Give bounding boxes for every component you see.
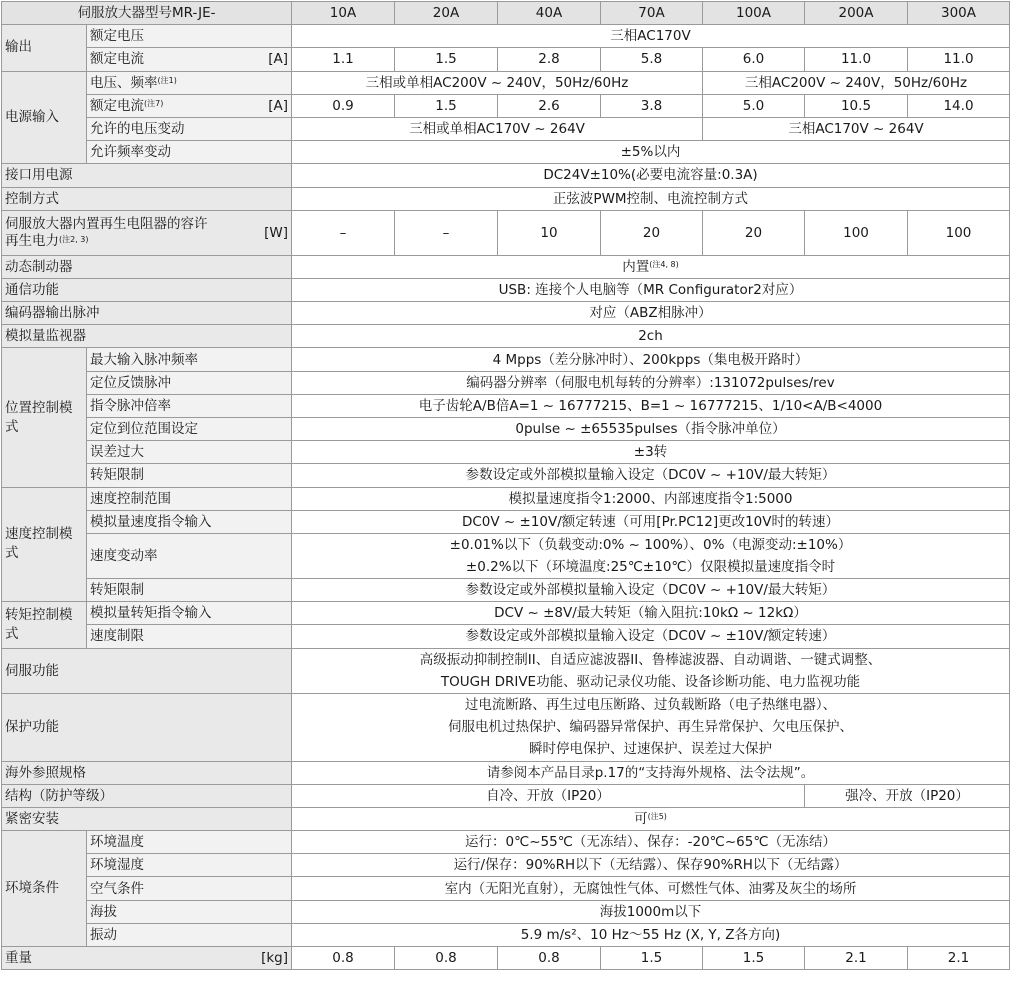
table-row <box>2 187 1010 210</box>
row-label: 速度变动率 <box>87 533 292 578</box>
row-label: 通信功能 <box>2 278 292 301</box>
cell-value-line: TOUGH DRIVE功能、驱动记录仪功能、设备诊断功能、电力监视功能 <box>440 673 861 690</box>
table-row <box>2 441 1010 464</box>
cell-value: 20 <box>601 210 703 255</box>
cell-value: 1.5 <box>395 94 498 117</box>
table-row <box>2 255 1010 278</box>
cell-value <box>292 693 1010 761</box>
cell-value: 2.8 <box>498 48 601 71</box>
row-label-line: 再生电力 <box>5 232 59 249</box>
row-label: 模拟量监视器 <box>2 325 292 348</box>
footnote-marker: (注1) <box>157 75 177 85</box>
cell-value: 对应（ABZ相脉冲） <box>292 302 1010 325</box>
row-label: 定位反馈脉冲 <box>87 371 292 394</box>
row-label <box>87 94 292 117</box>
cell-value: 参数设定或外部模拟量输入设定（DC0V ~ ±10V/额定转速） <box>292 625 1010 648</box>
cell-value-text: 可 <box>634 810 648 827</box>
row-label: 环境温度 <box>87 831 292 854</box>
cell-value: 2.6 <box>498 94 601 117</box>
spec-table <box>1 1 1010 970</box>
cell-value: 参数设定或外部模拟量输入设定（DC0V ~ +10V/最大转矩） <box>292 578 1010 601</box>
table-row <box>2 923 1010 946</box>
cell-value: 0.9 <box>292 94 395 117</box>
table-row <box>2 693 1010 761</box>
footnote-marker: (注2, 3) <box>59 234 89 244</box>
unit-label: [A] <box>268 51 288 68</box>
table-row <box>2 877 1010 900</box>
row-label-line: 伺服放大器内置再生电阻器的容许 <box>5 215 208 232</box>
cell-value <box>292 807 1010 830</box>
cell-value: 5.9 m/s²、10 Hz～55 Hz (X, Y, Z各方向) <box>292 923 1010 946</box>
table-row <box>2 510 1010 533</box>
unit-label: [W] <box>264 224 288 241</box>
cell-value: 运行/保存：90%RH以下（无结露）、保存90%RH以下（无结露） <box>292 854 1010 877</box>
row-label: 速度控制范围 <box>87 487 292 510</box>
unit-label: [kg] <box>261 950 288 967</box>
table-row <box>2 371 1010 394</box>
row-label-text: 额定电流 <box>90 51 144 68</box>
row-label: 额定电压 <box>87 25 292 48</box>
cell-value: 电子齿轮A/B倍A=1 ~ 16777215、B=1 ~ 16777215、1/10<A/B<4000 <box>292 394 1010 417</box>
model-header: 300A <box>908 2 1010 25</box>
row-label: 紧密安装 <box>2 807 292 830</box>
cell-value: 三相AC170V ~ 264V <box>703 117 1010 140</box>
cell-value: 模拟量速度指令1:2000、内部速度指令1:5000 <box>292 487 1010 510</box>
row-label <box>2 947 292 970</box>
row-label: 保护功能 <box>2 693 292 761</box>
table-row <box>2 141 1010 164</box>
table-row <box>2 487 1010 510</box>
table-row <box>2 348 1010 371</box>
cell-value-line: 伺服电机过热保护、编码器异常保护、再生异常保护、欠电压保护、 <box>448 719 853 735</box>
table-row <box>2 854 1010 877</box>
row-label: 环境湿度 <box>87 854 292 877</box>
table-row <box>2 164 1010 187</box>
cell-value: 三相AC200V ~ 240V，50Hz/60Hz <box>703 71 1010 94</box>
cell-value: 10 <box>498 210 601 255</box>
cell-value: 0pulse ~ ±65535pulses（指令脉冲单位） <box>292 418 1010 441</box>
row-label-text: 额定电流 <box>90 97 144 114</box>
cell-value-line: 高级振动抑制控制II、自适应滤波器II、鲁棒滤波器、自动调谐、一键式调整、 <box>419 651 882 668</box>
group-label-position-mode: 位置控制模式 <box>2 348 87 487</box>
table-row <box>2 648 1010 693</box>
cell-value: 2ch <box>292 325 1010 348</box>
model-header: 10A <box>292 2 395 25</box>
group-label-output: 输出 <box>2 25 87 71</box>
table-row <box>2 807 1010 830</box>
cell-value: – <box>292 210 395 255</box>
table-row <box>2 625 1010 648</box>
cell-value: 三相AC170V <box>292 25 1010 48</box>
cell-value-text: 内置 <box>622 258 650 275</box>
cell-value <box>292 533 1010 578</box>
cell-value: 1.5 <box>703 947 805 970</box>
row-label: 转矩限制 <box>87 578 292 601</box>
table-row <box>2 418 1010 441</box>
cell-value: 100 <box>908 210 1010 255</box>
cell-value: 1.5 <box>395 48 498 71</box>
row-label: 转矩限制 <box>87 464 292 487</box>
footnote-marker: (注7) <box>144 98 164 108</box>
table-title: 伺服放大器型号MR-JE- <box>2 2 292 25</box>
cell-value: 11.0 <box>908 48 1010 71</box>
cell-value-line: ±0.01%以下（负载变动:0% ~ 100%）、0%（电源变动:±10%） <box>449 536 852 553</box>
table-row <box>2 117 1010 140</box>
row-label: 模拟量速度指令输入 <box>87 510 292 533</box>
cell-value: 5.8 <box>601 48 703 71</box>
row-label <box>2 210 292 255</box>
row-label: 海拔 <box>87 900 292 923</box>
table-row <box>2 48 1010 71</box>
table-row <box>2 94 1010 117</box>
cell-value: 正弦波PWM控制、电流控制方式 <box>292 187 1010 210</box>
row-label-text: 重量 <box>5 950 32 967</box>
cell-value: 20 <box>703 210 805 255</box>
cell-value: 4 Mpps（差分脉冲时）、200kpps（集电极开路时） <box>292 348 1010 371</box>
cell-value: ±3转 <box>292 441 1010 464</box>
table-row <box>2 761 1010 784</box>
footnote-marker: (注4, 8) <box>649 259 679 269</box>
cell-value: 海拔1000m以下 <box>292 900 1010 923</box>
cell-value-line: ±0.2%以下（环境温度:25℃±10℃）仅限模拟量速度指令时 <box>465 558 836 575</box>
row-label: 误差过大 <box>87 441 292 464</box>
cell-value: 6.0 <box>703 48 805 71</box>
cell-value: 请参阅本产品目录p.17的“支持海外规格、法令法规”。 <box>292 761 1010 784</box>
row-label: 接口用电源 <box>2 164 292 187</box>
row-label <box>87 48 292 71</box>
cell-value: 2.1 <box>805 947 908 970</box>
cell-value: 1.5 <box>601 947 703 970</box>
row-label: 结构（防护等级） <box>2 784 292 807</box>
cell-value: 自冷、开放（IP20） <box>292 784 805 807</box>
cell-value: 10.5 <box>805 94 908 117</box>
table-row <box>2 464 1010 487</box>
cell-value: ±5%以内 <box>292 141 1010 164</box>
header-row <box>2 2 1010 25</box>
table-row <box>2 784 1010 807</box>
row-label: 编码器输出脉冲 <box>2 302 292 325</box>
cell-value: 0.8 <box>498 947 601 970</box>
cell-value: 14.0 <box>908 94 1010 117</box>
table-row <box>2 302 1010 325</box>
cell-value: 1.1 <box>292 48 395 71</box>
cell-value: 0.8 <box>292 947 395 970</box>
cell-value: 3.8 <box>601 94 703 117</box>
row-label: 模拟量转矩指令输入 <box>87 602 292 625</box>
row-label-text: 电压、频率 <box>90 74 158 91</box>
table-row <box>2 25 1010 48</box>
cell-value: 编码器分辨率（伺服电机每转的分辨率）:131072pulses/rev <box>292 371 1010 394</box>
cell-value: USB: 连接个人电脑等（MR Configurator2对应） <box>292 278 1010 301</box>
cell-value: 0.8 <box>395 947 498 970</box>
cell-value: DCV ~ ±8V/最大转矩（输入阻抗:10kΩ ~ 12kΩ） <box>292 602 1010 625</box>
cell-value: 三相或单相AC170V ~ 264V <box>292 117 703 140</box>
table-row <box>2 831 1010 854</box>
row-label: 空气条件 <box>87 877 292 900</box>
group-label-environment: 环境条件 <box>2 831 87 947</box>
footnote-marker: (注5) <box>647 811 667 821</box>
row-label: 指令脉冲倍率 <box>87 394 292 417</box>
row-label: 控制方式 <box>2 187 292 210</box>
cell-value: 三相或单相AC200V ~ 240V，50Hz/60Hz <box>292 71 703 94</box>
row-label: 允许频率变动 <box>87 141 292 164</box>
table-row <box>2 947 1010 970</box>
group-label-torque-mode: 转矩控制模式 <box>2 602 87 648</box>
cell-value: 室内（无阳光直射），无腐蚀性气体、可燃性气体、油雾及灰尘的场所 <box>292 877 1010 900</box>
cell-value: 5.0 <box>703 94 805 117</box>
row-label: 动态制动器 <box>2 255 292 278</box>
group-label-power-input: 电源输入 <box>2 71 87 164</box>
row-label: 定位到位范围设定 <box>87 418 292 441</box>
row-label: 海外参照规格 <box>2 761 292 784</box>
cell-value: 运行：0℃~55℃（无冻结）、保存：-20℃~65℃（无冻结） <box>292 831 1010 854</box>
model-header: 40A <box>498 2 601 25</box>
cell-value <box>292 255 1010 278</box>
cell-value <box>292 648 1010 693</box>
cell-value: 2.1 <box>908 947 1010 970</box>
cell-value: DC0V ~ ±10V/额定转速（可用[Pr.PC12]更改10V时的转速） <box>292 510 1010 533</box>
table-row <box>2 900 1010 923</box>
cell-value-line: 过电流断路、再生过电压断路、过负载断路（电子热继电器）、 <box>464 697 837 713</box>
cell-value: – <box>395 210 498 255</box>
table-row <box>2 71 1010 94</box>
table-row <box>2 325 1010 348</box>
table-row <box>2 533 1010 578</box>
cell-value: DC24V±10%(必要电流容量:0.3A) <box>292 164 1010 187</box>
cell-value: 参数设定或外部模拟量输入设定（DC0V ~ +10V/最大转矩） <box>292 464 1010 487</box>
table-row <box>2 210 1010 255</box>
model-header: 20A <box>395 2 498 25</box>
row-label <box>87 71 292 94</box>
cell-value: 11.0 <box>805 48 908 71</box>
row-label: 允许的电压变动 <box>87 117 292 140</box>
group-label-speed-mode: 速度控制模式 <box>2 487 87 602</box>
model-header: 70A <box>601 2 703 25</box>
cell-value: 强冷、开放（IP20） <box>805 784 1010 807</box>
model-header: 100A <box>703 2 805 25</box>
cell-value-line: 瞬时停电保护、过速保护、误差过大保护 <box>529 741 772 757</box>
row-label: 速度制限 <box>87 625 292 648</box>
cell-value: 100 <box>805 210 908 255</box>
table-row <box>2 602 1010 625</box>
unit-label: [A] <box>268 97 288 114</box>
row-label: 振动 <box>87 923 292 946</box>
table-row <box>2 578 1010 601</box>
row-label: 伺服功能 <box>2 648 292 693</box>
model-header: 200A <box>805 2 908 25</box>
table-row <box>2 278 1010 301</box>
table-row <box>2 394 1010 417</box>
row-label: 最大输入脉冲频率 <box>87 348 292 371</box>
